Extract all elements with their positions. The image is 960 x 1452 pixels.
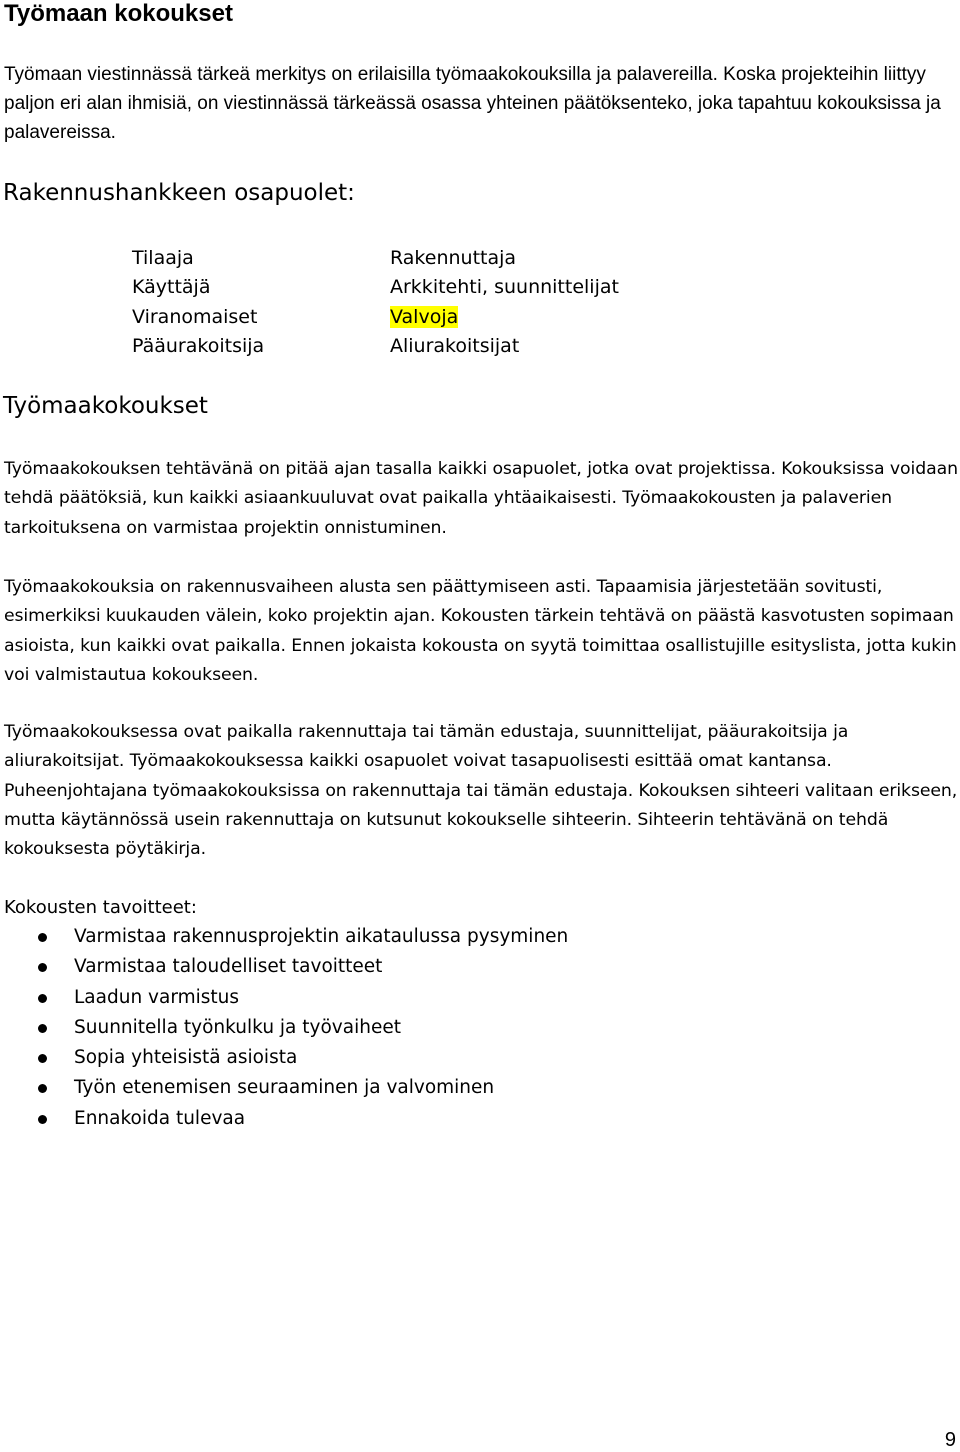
list-item xyxy=(0,1043,568,1073)
goals-title: Kokousten tavoitteet: xyxy=(4,897,197,918)
party-item: Tilaaja xyxy=(132,247,194,269)
parties-heading: Rakennushankkeen osapuolet: xyxy=(3,180,355,206)
parties-left-column xyxy=(132,244,264,361)
party-item: Aliurakoitsijat xyxy=(390,334,520,357)
goal-text: Laadun varmistus xyxy=(74,986,240,1008)
list-item xyxy=(0,1104,568,1134)
intro-paragraph: Työmaan viestinnässä tärkeä merkitys on erilaisilla työmaakokouksilla ja palavereilla. Koska projekteihin liittyy paljon eri alan ihmisiä, on viestinnässä tärkeässä osassa yhteinen päätöksenteko, joka tapahtuu kokouksissa ja palavereissa. xyxy=(4,64,941,143)
parties-right-column xyxy=(390,244,619,361)
page-number: 9 xyxy=(944,1429,956,1451)
highlighted-text: Valvoja xyxy=(390,305,459,328)
goal-text: Ennakoida tulevaa xyxy=(74,1107,246,1129)
list-item xyxy=(0,1013,568,1043)
meetings-heading: Työmaakokoukset xyxy=(3,393,208,419)
bullet-icon xyxy=(38,994,47,1003)
bullet-icon xyxy=(38,1054,47,1063)
bullet-icon xyxy=(38,1115,47,1124)
goal-text: Varmistaa rakennusprojektin aikataulussa pysyminen xyxy=(74,926,569,947)
body-paragraph: Työmaakokouksia on rakennusvaiheen alusta sen päättymiseen asti. Tapaamisia järjestetään sovitusti, esimerkiksi kuukauden välein, koko projektin ajan. Kokousten tärkein tehtävä on päästä kasvotusten sopimaan asioista, kun kaikki ovat paikalla. Ennen jokaista kokousta on syytä toimittaa osallistujille esityslista, jotta kukin voi valmistautua kokoukseen. xyxy=(4,577,957,685)
goal-text: Varmistaa taloudelliset tavoitteet xyxy=(74,956,383,978)
list-item xyxy=(0,952,568,982)
party-item: Käyttäjä xyxy=(132,276,211,299)
page-title: Työmaan kokoukset xyxy=(4,0,233,27)
bullet-icon xyxy=(38,1024,47,1033)
list-item xyxy=(0,983,568,1013)
bullet-icon xyxy=(38,933,47,942)
party-item-highlighted xyxy=(390,303,619,332)
goal-text: Työn etenemisen seuraaminen ja valvominen xyxy=(74,1077,495,1099)
party-item: Arkkitehti, suunnittelijat xyxy=(390,276,619,299)
party-item: Rakennuttaja xyxy=(390,247,517,269)
party-item: Pääurakoitsija xyxy=(132,334,265,357)
body-paragraph: Työmaakokouksen tehtävänä on pitää ajan tasalla kaikki osapuolet, jotka ovat projektissa. Kokouksissa voidaan tehdä päätöksiä, kun kaikki asiaankuuluvat ovat paikalla yhtäaikaisesti. Työmaakokousten ja palaverien tarkoituksena on varmistaa projektin onnistuminen. xyxy=(4,459,958,538)
list-item xyxy=(0,1073,568,1103)
goals-list xyxy=(0,922,568,1134)
list-item xyxy=(0,922,568,952)
goal-text: Suunnitella työnkulku ja työvaiheet xyxy=(74,1016,401,1038)
body-paragraph: Työmaakokouksessa ovat paikalla rakennuttaja tai tämän edustaja, suunnittelijat, pääurakoitsija ja aliurakoitsijat. Työmaakokouksessa kaikki osapuolet voivat tasapuolisesti esittää omat kantansa. Puheenjohtajana työmaakokouksissa on rakennuttaja tai tämän edustaja. Kokouksen sihteeri valitaan erikseen, mutta käytännössä usein rakennuttaja on kutsunut kokoukselle sihteerin. Sihteerin tehtävänä on tehdä kokouksesta pöytäkirja. xyxy=(4,722,958,860)
goal-text: Sopia yhteisistä asioista xyxy=(74,1047,298,1069)
party-item: Viranomaiset xyxy=(132,305,258,328)
bullet-icon xyxy=(38,1084,47,1093)
bullet-icon xyxy=(38,963,47,972)
